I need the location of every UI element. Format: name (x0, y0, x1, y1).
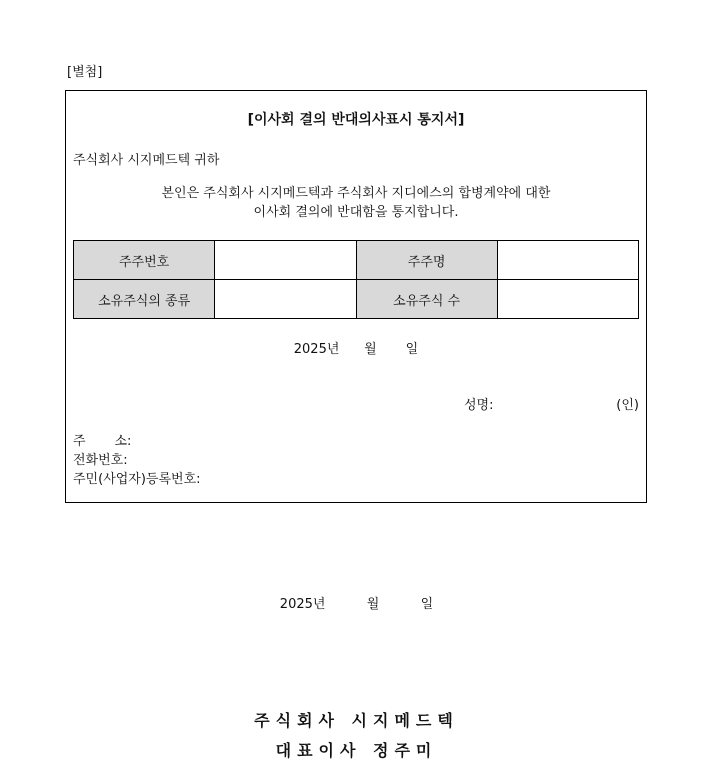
company-name: 주식회사 시지메드텍 (254, 711, 459, 730)
attachment-label: [별첨] (67, 65, 103, 80)
table-row (74, 241, 639, 280)
phone-label: 전화번호: (73, 453, 128, 468)
form-body (66, 184, 646, 222)
page-date: 2025년 월 일 (279, 597, 434, 612)
shareholder-number-header: 주주번호 (74, 241, 215, 280)
share-count-header: 소유주식 수 (356, 280, 497, 319)
representative-name: 대표이사 정주미 (275, 741, 438, 760)
notice-form (65, 90, 647, 503)
share-type-header: 소유주식의 종류 (74, 280, 215, 319)
address-label: 주 소: (73, 434, 132, 449)
body-line-2: 이사회 결의에 반대함을 통지합니다. (253, 205, 459, 220)
shareholder-number-field[interactable] (215, 241, 356, 280)
table-row (74, 280, 639, 319)
shareholder-name-header: 주주명 (356, 241, 497, 280)
shareholder-name-field[interactable] (497, 241, 638, 280)
signature-label: 성명: (464, 398, 494, 413)
share-type-field[interactable] (215, 280, 356, 319)
addressee: 주식회사 시지메드텍 귀하 (73, 153, 220, 168)
id-number-label: 주민(사업자)등록번호: (73, 472, 201, 487)
form-date: 2025년 월 일 (293, 342, 419, 357)
seal-label: (인) (616, 398, 639, 413)
shareholder-info-table (73, 240, 639, 319)
body-line-1: 본인은 주식회사 시지메드텍과 주식회사 지디에스의 합병계약에 대한 (161, 186, 551, 201)
form-title: [이사회 결의 반대의사표시 통지서] (247, 112, 465, 128)
share-count-field[interactable] (497, 280, 638, 319)
